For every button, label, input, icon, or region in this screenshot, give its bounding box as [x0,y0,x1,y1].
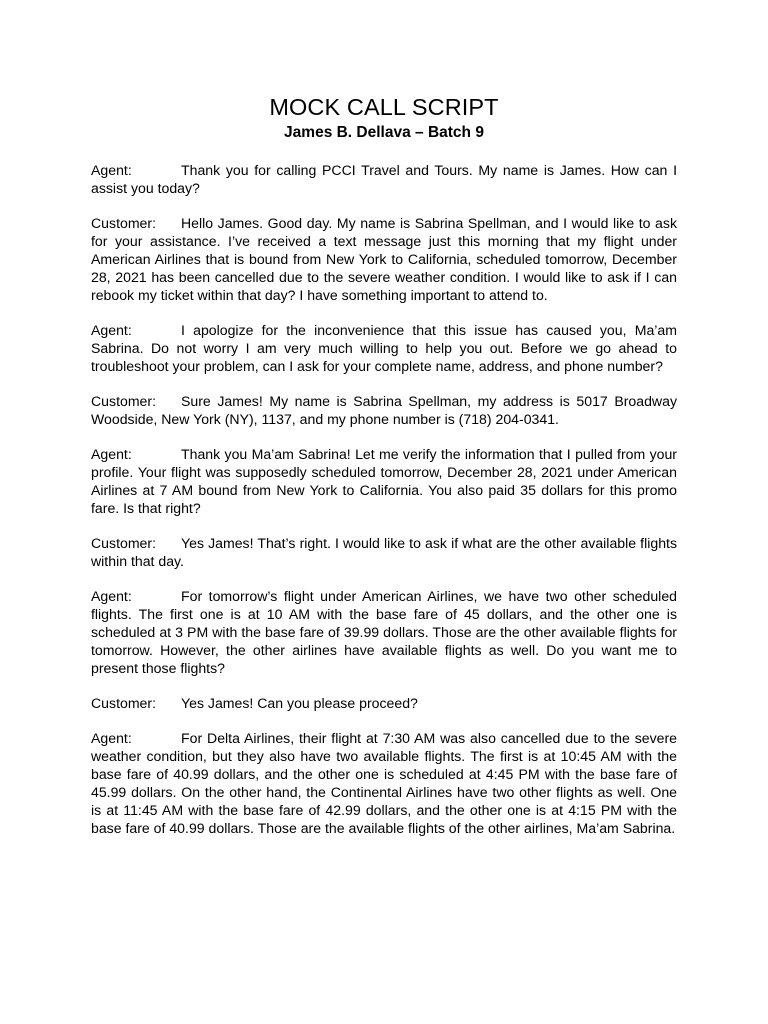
dialogue-turn [91,161,677,197]
dialogue-turn [91,321,677,375]
speaker-label: Customer: [91,215,157,231]
turn-text: Yes James! That’s right. I would like to ask if what are the other available flights within that day. [91,535,677,569]
dialogue-turn [91,729,677,837]
dialogue-turn [91,214,677,304]
dialogue-turn [91,534,677,570]
document-title: MOCK CALL SCRIPT [269,94,499,120]
dialogue-turn [91,445,677,517]
speaker-label: Agent: [91,588,132,604]
speaker-label: Customer: [91,695,157,711]
dialogue-turn [91,694,677,712]
speaker-label: Agent: [91,322,132,338]
turn-text: Yes James! Can you please proceed? [181,695,418,711]
speaker-label: Agent: [91,162,132,178]
speaker-label: Agent: [91,730,132,746]
turn-text: Sure James! My name is Sabrina Spellman, my address is 5017 Broadway Woodside, New York (NY), 1137, and my phone number is (718) 204-0341. [91,393,677,427]
turn-text: I apologize for the inconvenience that this issue has caused you, Ma’am Sabrina. Do not worry I am very much willing to help you out. Before we go ahead to troubleshoot your problem, can I ask for your complete name, address, and phone number? [91,322,677,374]
turn-text: Thank you for calling PCCI Travel and Tours. My name is James. How can I assist you today? [91,162,677,196]
turn-text: For tomorrow’s flight under American Airlines, we have two other scheduled flights. The first one is at 10 AM with the base fare of 45 dollars, and the other one is scheduled at 3 PM with the base fare of 39.99 dollars. Those are the other available flights for tomorrow. However, the other airlines have available flights as well. Do you want me to present those flights? [91,588,677,676]
speaker-label: Agent: [91,446,132,462]
turn-text: For Delta Airlines, their flight at 7:30 AM was also cancelled due to the severe weather condition, but they also have two available flights. The first is at 10:45 AM with the base fare of 40.99 dollars, and the other one is scheduled at 4:45 PM with the base fare of 45.99 dollars. On the other hand, the Continental Airlines have two other flights as well. One is at 11:45 AM with the base fare of 42.99 dollars, and the other one is at 4:15 PM with the base fare of 40.99 dollars. Those are the available flights of the other airlines, Ma’am Sabrina. [91,730,677,836]
dialogue-turn [91,587,677,677]
turn-text: Thank you Ma’am Sabrina! Let me verify the information that I pulled from your profile. Your flight was supposedly scheduled tomorrow, December 28, 2021 under American Airlines at 7 AM bound from New York to California. You also paid 35 dollars for this promo fare. Is that right? [91,446,677,516]
speaker-label: Customer: [91,535,157,551]
dialogue-turn [91,392,677,428]
speaker-label: Customer: [91,393,157,409]
document-subtitle: James B. Dellava – Batch 9 [284,124,484,141]
turn-text: Hello James. Good day. My name is Sabrina Spellman, and I would like to ask for your assistance. I’ve received a text message just this morning that my flight under American Airlines that is bound from New York to California, scheduled tomorrow, December 28, 2021 has been cancelled due to the severe weather condition. I would like to ask if I can rebook my ticket within that day? I have something important to attend to. [91,215,677,303]
dialogue-body [91,161,677,854]
